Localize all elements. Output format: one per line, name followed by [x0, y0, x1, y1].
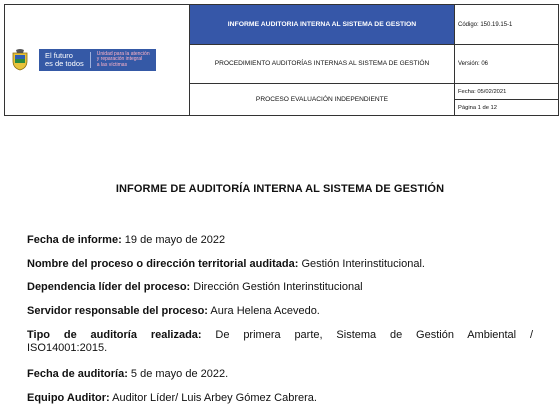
entity-line-3: a las víctimas — [96, 61, 128, 68]
document-code: Código: 150.19.15-1 — [455, 5, 559, 45]
field-line-1 — [27, 329, 533, 342]
government-brand-box — [39, 49, 156, 71]
field-audit-date — [27, 368, 533, 381]
field-value: Auditor Líder/ Luis Arbey Gómez Cabrera. — [109, 392, 317, 404]
field-label: Nombre del proceso o dirección territorial auditada: — [27, 258, 299, 270]
government-slogan — [39, 52, 91, 68]
process-title: PROCESO EVALUACIÓN INDEPENDIENTE — [255, 96, 389, 103]
field-value: 19 de mayo de 2022 — [121, 234, 226, 246]
slogan-line-1: El futuro — [45, 51, 73, 60]
entity-name — [91, 52, 156, 69]
entity-line-1: Unidad para la atención — [96, 50, 150, 57]
field-process-name — [27, 258, 533, 271]
field-label: Dependencia líder del proceso: — [27, 281, 191, 293]
field-label: Servidor responsable del proceso: — [27, 305, 208, 317]
field-audit-team — [27, 392, 533, 405]
field-label: Equipo Auditor: — [27, 392, 110, 404]
field-label: Tipo de auditoría realizada: — [27, 329, 202, 341]
procedure-cell — [190, 45, 455, 84]
field-value: Gestión Interinstitucional. — [298, 258, 425, 270]
entity-line-2: y reparación integral — [96, 56, 143, 63]
document-title: INFORME DE AUDITORÍA INTERNA AL SISTEMA DE GESTIÓN — [115, 183, 445, 195]
document-header-table — [4, 4, 559, 116]
field-value: Aura Helena Acevedo. — [207, 305, 320, 317]
field-value-line-2: ISO14001:2015. — [27, 341, 108, 354]
report-title-cell — [190, 5, 455, 45]
page-number: Página 1 de 12 — [455, 100, 559, 116]
document-date: Fecha: 05/02/2021 — [455, 84, 559, 100]
field-value: 5 de mayo de 2022. — [127, 368, 229, 380]
field-label: Fecha de informe: — [27, 234, 122, 246]
field-label: Fecha de auditoría: — [27, 368, 128, 380]
field-audit-type — [27, 329, 533, 354]
document-version: Versión: 06 — [455, 45, 559, 84]
report-title: INFORME AUDITORIA INTERNA AL SISTEMA DE GESTION — [190, 5, 454, 44]
process-cell — [190, 84, 455, 116]
field-lead-dependency — [27, 281, 533, 294]
logo-cell — [5, 5, 190, 116]
coat-of-arms-icon — [11, 49, 29, 71]
field-responsible-server — [27, 305, 533, 318]
field-report-date — [27, 234, 533, 247]
field-value: Dirección Gestión Interinstitucional — [190, 281, 363, 293]
government-logo — [5, 6, 189, 114]
field-value: De primera parte, Sistema de Gestión Ambiental / — [201, 329, 534, 341]
procedure-title: PROCEDIMIENTO AUDITORÍAS INTERNAS AL SISTEMA DE GESTIÓN — [214, 60, 430, 67]
slogan-line-2: es de todos — [45, 59, 84, 68]
